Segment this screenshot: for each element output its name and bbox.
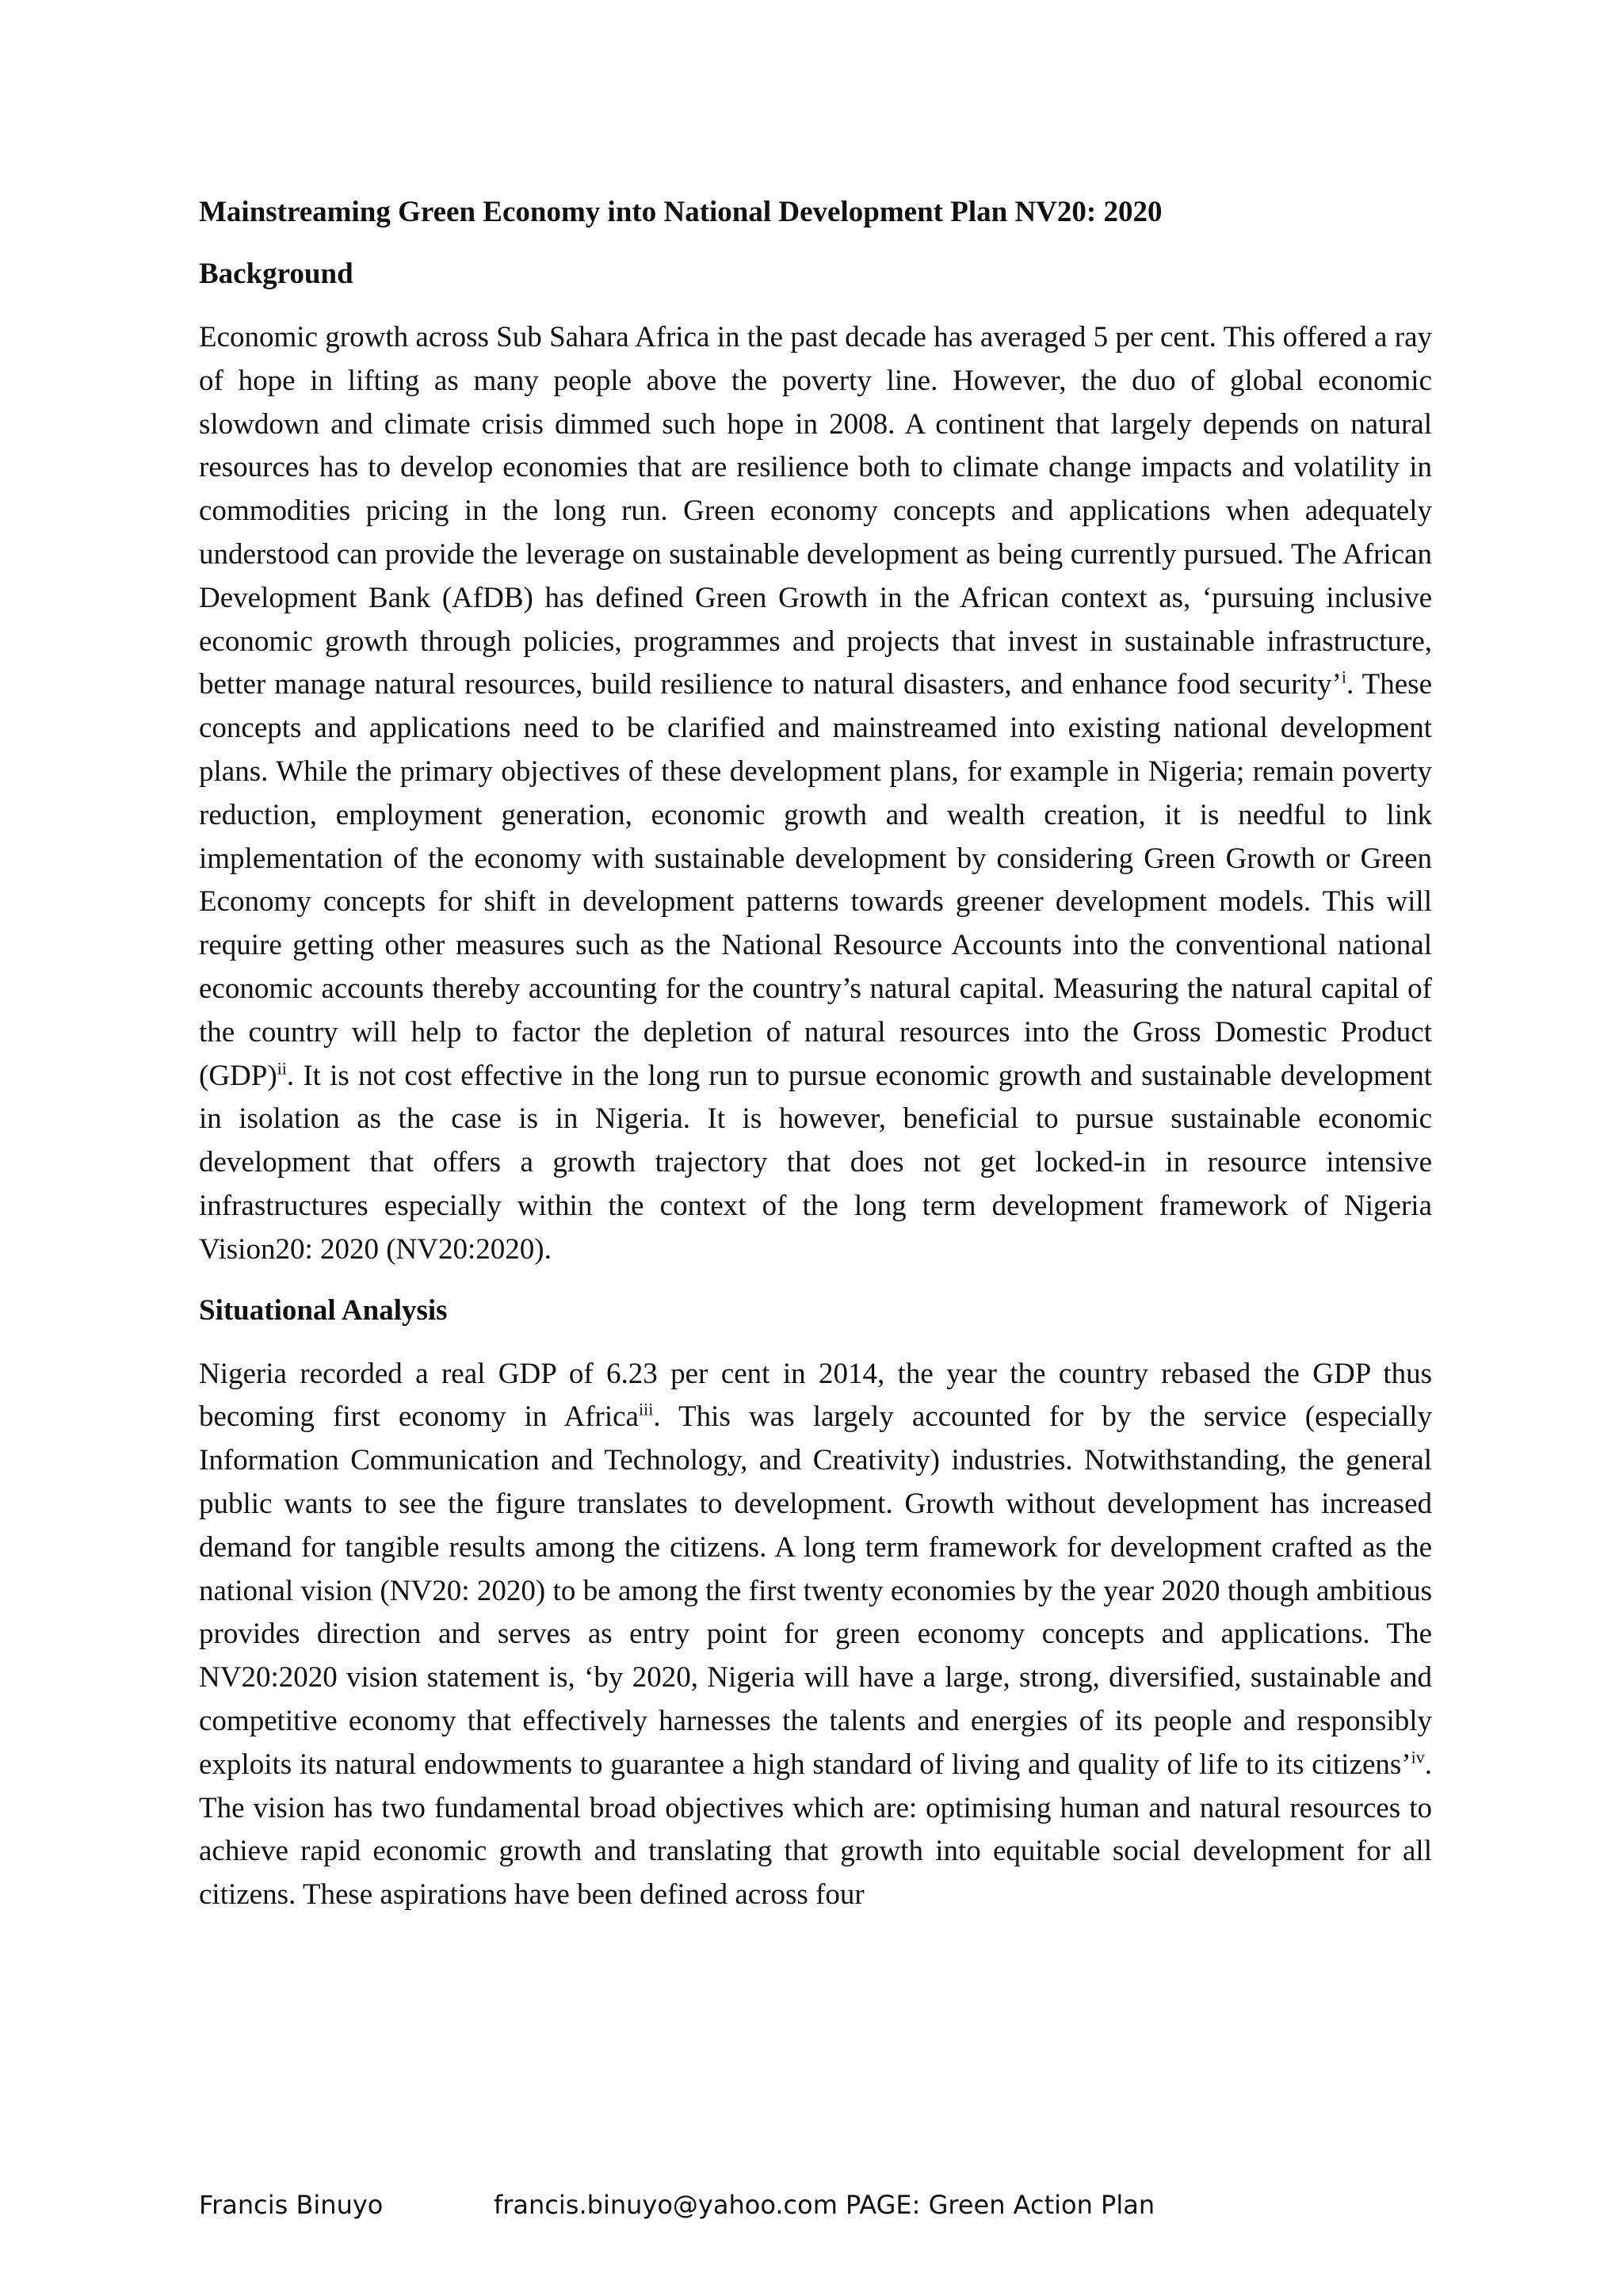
- situational-text-2: . This was largely accounted for by the service (especially Information Communication and Technology, and Creativity) industries. Notwithstanding, the general public wants to see the figure translates to development. Growth without development has increased demand for tangible results among the citizens. A long term framework for development crafted as the national vision (NV20: 2020) to be among the first twenty economies by the year 2020 though ambitious provides direction and serves as entry point for green economy concepts and applications. The NV20:2020 vision statement is, ‘by 2020, Nigeria will have a large, strong, diversified, sustainable and competitive economy that effectively harnesses the talents and energies of its people and responsibly exploits its natural endowments to guarantee a high standard of living and quality of life to its citizens’: [199, 1400, 1433, 1781]
- footer-author: Francis Binuyo: [199, 2190, 384, 2220]
- background-text-2: . These concepts and applications need to be clarified and mainstreamed into existing national development plans. While the primary objectives of these development plans, for example in Nigeria; remain poverty reduction, employment generation, economic growth and wealth creation, it is needful to link implementation of the economy with sustainable development by considering Green Growth or Green Economy concepts for shift in development patterns towards greener development models. This will require getting other measures such as the National Resource Accounts into the conventional national economic accounts thereby accounting for the country’s natural capital. Measuring the natural capital of the country will help to factor the depletion of natural resources into the Gross Domestic Product (GDP): [199, 668, 1432, 1092]
- page-footer: [199, 2189, 1155, 2221]
- situational-text-1: Nigeria recorded a real GDP of 6.23 per cent in 2014, the year the country rebased the GDP thus becoming first economy in Africa: [199, 1357, 1432, 1434]
- background-text-3: . It is not cost effective in the long run to pursue economic growth and sustainable development in isolation as the case is in Nigeria. It is however, beneficial to pursue sustainable economic development that offers a growth trajectory that does not get locked-in in resource intensive infrastructures especially within the context of the long term development framework of Nigeria Vision20: 2020 (NV20:2020).: [199, 1059, 1432, 1266]
- situational-text-3: . The vision has two fundamental broad objectives which are: optimising human and natural resources to achieve rapid economic growth and translating that growth into equitable social development for all citizens. These aspirations have been defined across four: [199, 1748, 1432, 1912]
- situational-paragraph: [199, 1353, 1432, 1917]
- footnote-marker-iv: iv: [1411, 1747, 1425, 1767]
- document-title: Mainstreaming Green Economy into National Development Plan NV20: 2020: [199, 196, 1163, 228]
- background-paragraph: [199, 316, 1432, 1272]
- footnote-marker-iii: iii: [638, 1400, 654, 1419]
- section-heading-background: Background: [199, 258, 353, 290]
- footer-info: francis.binuyo@yahoo.com PAGE: Green Action Plan: [494, 2190, 1155, 2220]
- section-heading-situational-analysis: Situational Analysis: [199, 1293, 448, 1327]
- document-body: [199, 194, 1432, 1938]
- background-text-1: Economic growth across Sub Sahara Africa in the past decade has averaged 5 per cent. This offered a ray of hope in lifting as many people above the poverty line. However, the duo of global economic slowdown and climate crisis dimmed such hope in 2008. A continent that largely depends on natural resources has to develop economies that are resilience both to climate change impacts and volatility in commodities pricing in the long run. Green economy concepts and applications when adequately understood can provide the leverage on sustainable development as being currently pursued. The African Development Bank (AfDB) has defined Green Growth in the African context as, ‘pursuing inclusive economic growth through policies, programmes and projects that invest in sustainable infrastructure, better manage natural resources, build resilience to natural disasters, and enhance food security’: [199, 321, 1432, 701]
- footnote-marker-ii: ii: [277, 1058, 287, 1079]
- footnote-marker-i: i: [1341, 667, 1346, 688]
